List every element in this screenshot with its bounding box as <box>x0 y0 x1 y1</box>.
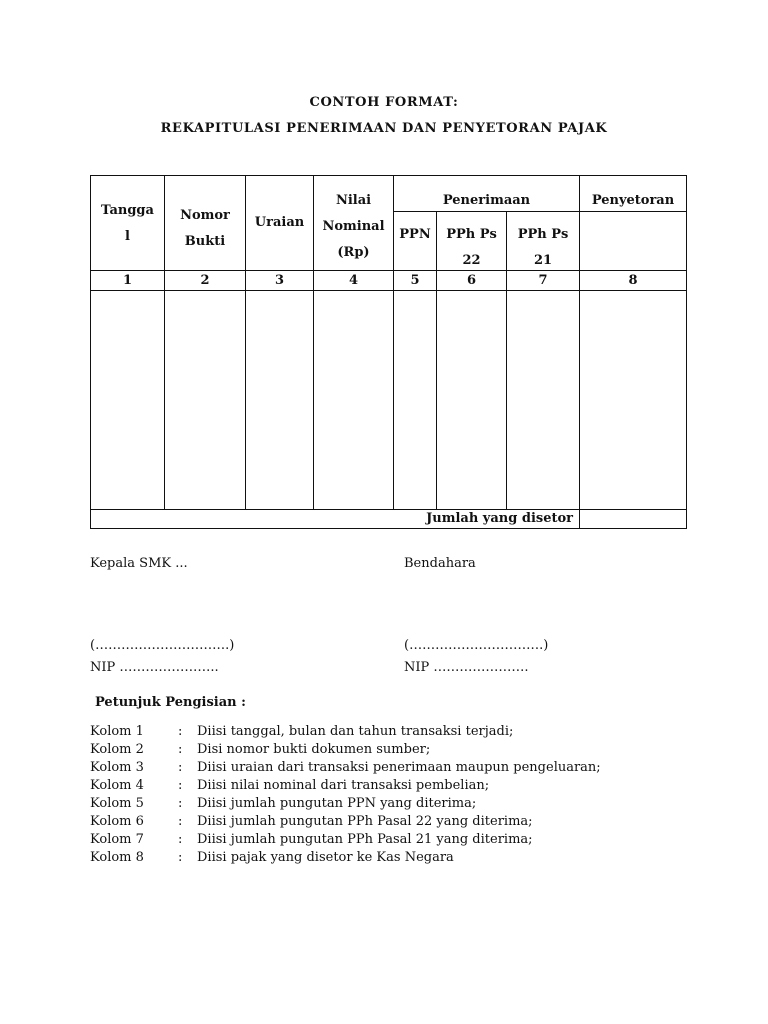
column-number: 7 <box>538 273 548 288</box>
column-number: 5 <box>410 273 420 288</box>
instruction-kolom: Kolom 3 <box>90 760 144 775</box>
header-nomor-line2: Bukti <box>184 234 226 249</box>
header-pph22-line2: 22 <box>462 253 481 268</box>
instruction-kolom: Kolom 1 <box>90 724 144 739</box>
instruction-desc: Diisi jumlah pungutan PPh Pasal 22 yang diterima; <box>197 814 533 829</box>
header-uraian: Uraian <box>254 215 305 230</box>
instruction-desc: Diisi jumlah pungutan PPh Pasal 21 yang diterima; <box>197 832 533 847</box>
signature-left-name: (………………………….) <box>90 638 235 653</box>
instruction-kolom: Kolom 7 <box>90 832 144 847</box>
instruction-desc: Disi nomor bukti dokumen sumber; <box>197 742 431 757</box>
column-number: 3 <box>274 273 285 288</box>
instructions-heading: Petunjuk Pengisian : <box>95 695 246 710</box>
header-pph22 <box>437 222 506 274</box>
header-tanggal-line1: Tangga <box>101 203 154 218</box>
instruction-sep: : <box>178 760 183 775</box>
document-title: CONTOH FORMAT: <box>309 95 459 110</box>
header-pph21 <box>507 222 579 274</box>
header-ppn: PPN <box>399 227 431 242</box>
header-tanggal-line2: l <box>125 229 130 244</box>
instruction-desc: Diisi uraian dari transaksi penerimaan maupun pengeluaran; <box>197 760 601 775</box>
signature-left-title: Kepala SMK ... <box>90 556 188 571</box>
header-nilai-line2: Nominal <box>322 219 385 234</box>
instruction-sep: : <box>178 778 183 793</box>
instruction-desc: Diisi pajak yang disetor ke Kas Negara <box>197 850 454 865</box>
signature-right-nip: NIP …………………. <box>404 660 529 675</box>
header-penyetoran: Penyetoran <box>591 193 675 208</box>
instruction-desc: Diisi jumlah pungutan PPN yang diterima; <box>197 796 477 811</box>
instruction-sep: : <box>178 850 183 865</box>
header-nilai-nominal <box>314 188 393 266</box>
instruction-kolom: Kolom 4 <box>90 778 144 793</box>
document-subtitle: REKAPITULASI PENERIMAAN DAN PENYETORAN PAJAK <box>160 121 608 136</box>
signature-right-name: (………………………….) <box>404 638 549 653</box>
column-number: 4 <box>348 273 359 288</box>
instruction-sep: : <box>178 814 183 829</box>
signature-left-nip: NIP ………………….. <box>90 660 219 675</box>
header-nomor-line1: Nomor <box>180 208 230 223</box>
header-nilai-line1: Nilai <box>335 193 372 208</box>
instruction-kolom: Kolom 5 <box>90 796 144 811</box>
instruction-sep: : <box>178 724 183 739</box>
column-number: 1 <box>122 273 133 288</box>
header-tanggal <box>91 198 164 250</box>
header-pph21-line1: PPh Ps <box>517 227 569 242</box>
column-number: 8 <box>628 273 638 288</box>
total-label: Jumlah yang disetor <box>426 511 573 526</box>
instruction-kolom: Kolom 6 <box>90 814 144 829</box>
instruction-kolom: Kolom 8 <box>90 850 144 865</box>
header-nilai-line3: (Rp) <box>337 245 370 260</box>
header-nomor-bukti <box>165 203 245 255</box>
signature-right-title: Bendahara <box>404 556 476 571</box>
instruction-desc: Diisi nilai nominal dari transaksi pembelian; <box>197 778 490 793</box>
instruction-sep: : <box>178 832 183 847</box>
header-pph22-line1: PPh Ps <box>446 227 497 242</box>
header-pph21-line2: 21 <box>533 253 553 268</box>
column-number: 6 <box>466 273 477 288</box>
instruction-sep: : <box>178 796 183 811</box>
instruction-desc: Diisi tanggal, bulan dan tahun transaksi terjadi; <box>197 724 514 739</box>
instruction-kolom: Kolom 2 <box>90 742 144 757</box>
column-number: 2 <box>200 273 210 288</box>
header-penerimaan: Penerimaan <box>442 193 531 208</box>
instruction-sep: : <box>178 742 183 757</box>
